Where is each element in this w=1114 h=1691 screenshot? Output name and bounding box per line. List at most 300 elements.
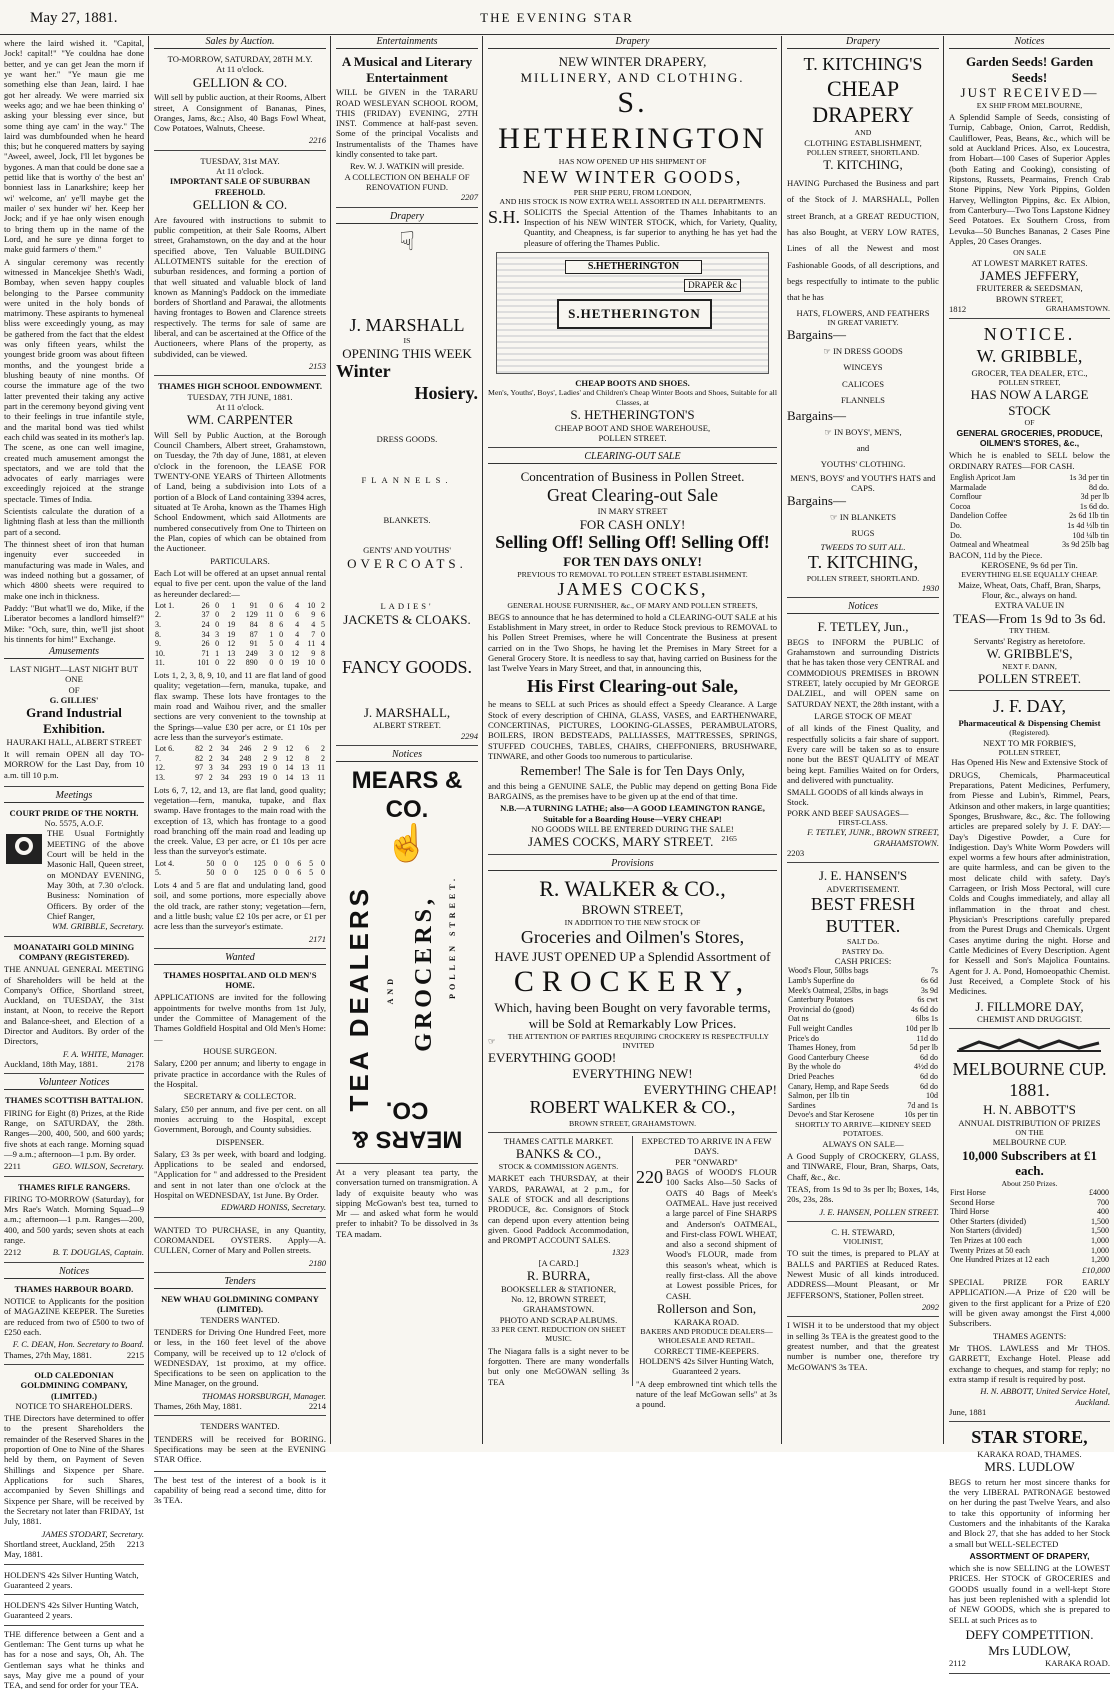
amusement-line: OF [68, 684, 80, 695]
table-cell: 0 [269, 600, 274, 610]
table-cell: Third Horse [950, 1207, 989, 1217]
ad-number: 2294 [460, 730, 478, 741]
science-text: Scientists calculate the duration of a lightning flash at less than the millionth part of a second. [4, 506, 144, 537]
shop-sign-top: S.HETHERINGTON [565, 260, 703, 274]
onward-text: BAGS of WOOD'S FLOUR 100 Sacks Also—50 Sacks of OATS 40 Bags of Meek's OATMEAL. Have just received a large parcel of Fine SHARPS and Anderson's OATMEAL, and First-class FOWL WHEAT, and also a second shipment of Wood's FLOUR, made from this season's wheat, which is really first-class. All the above at Lowest possible Prices, for CASH. [666, 1166, 777, 1301]
court-signature: WM. GRIBBLE, Secretary. [51, 921, 144, 932]
table-cell: 1 [269, 629, 274, 639]
hospital-text: APPLICATIONS are invited for the following appointments for twelve months from 1st July, under the Committee of Management of the Thames Goldfield Hospital and Old Men's Home:— [154, 992, 326, 1044]
hats: HATS, FLOWERS, AND FEATHERS [796, 307, 930, 318]
bargain-item [787, 343, 939, 359]
whau-subtitle: TENDERS WANTED. [200, 1314, 280, 1325]
prize-row [949, 1188, 1110, 1198]
column-6 [945, 36, 1114, 1669]
ad-number: 2112 [949, 1658, 966, 1669]
table-cell: 890 [245, 658, 258, 668]
table-cell: 12. [155, 763, 165, 773]
table-cell: 246 [239, 744, 252, 754]
table-cell: Lot 1. [155, 600, 175, 610]
harbour-notice [4, 1282, 144, 1365]
table-cell: 0 [321, 658, 325, 668]
table-cell: 9 [311, 610, 316, 620]
price-row [949, 511, 1110, 521]
pollen-street: POLLEN STREET. [598, 432, 667, 443]
prize-row [949, 1236, 1110, 1246]
table-cell: One Hundred Prizes at 12 each [950, 1255, 1050, 1265]
particulars-text: Each Lot will be offered at an upset annual rental equal to five per cent. upon the value of the land as hereunder declared:— [154, 567, 326, 599]
caledonian-subtitle: NOTICE TO SHAREHOLDERS. [15, 1400, 133, 1411]
caledonian-date: Shortland street, Auckland, 25th May, 1881. [4, 1538, 115, 1560]
table-cell: Thames Honey, from [788, 1043, 856, 1053]
tea-text: I WISH it to be understood that my object in selling 3s TEA is the greatest good to the greatest number, and that the greatest number is number one, therefore try McGOWAN'S 3s TEA. [787, 1320, 939, 1372]
table-cell: 0 [321, 629, 325, 639]
table-cell: 13 [301, 763, 310, 773]
sh-initials: S.H. [488, 206, 521, 227]
moanataiari-notice [4, 940, 144, 1075]
table-cell: Devoe's and Star Kerosene [788, 1110, 875, 1120]
tea-text: THE difference between a Gent and a Gentleman: The Gent turns up what he has for a nose and says, Oh, Ah. The Gentleman says what he thinks and says, May give me a pound of your TEA, and send for order for your TEA. [4, 1628, 144, 1691]
clearing-heading: CLEARING-OUT SALE [488, 451, 777, 464]
price-row [787, 995, 939, 1005]
table-cell: 11 [265, 610, 274, 620]
notices-heading: Notices [4, 1266, 144, 1279]
newspaper-title: THE EVENING STAR [480, 10, 634, 25]
abbott-signature: H. N. ABBOTT, United Service Hotel, Auckland. [980, 1386, 1110, 1407]
price-row [787, 1043, 939, 1053]
issue-date: May 27, 1881. [30, 10, 118, 26]
niagara-text: The Niagara falls is a sight never to be forgotten. There are many wonderfalls but only one McGOWAN selling 3s TEA [488, 1345, 629, 1387]
table-cell: 0 [215, 600, 220, 610]
maize: Maize, Wheat, Oats, Chaff, Bran, Sharps, Flour, &c., always on hand. [958, 579, 1101, 601]
table-cell: 1,000 [1091, 1236, 1109, 1245]
first-clearing: His First Clearing-out Sale, [527, 675, 738, 696]
dispenser-heading: DISPENSER. [216, 1136, 264, 1147]
pointing-hand-icon: ☞ [823, 345, 834, 356]
table-cell: Do. [950, 520, 962, 530]
table-cell: 12 [285, 753, 294, 763]
price-row [949, 483, 1110, 493]
expected-title: EXPECTED TO ARRIVE IN A FEW DAYS. [641, 1136, 772, 1157]
table-cell: 50 [206, 858, 215, 868]
school-firm: WM. CARPENTER [186, 412, 294, 428]
table-cell: 4 [295, 629, 300, 639]
pointing-hand-icon: ☞ [830, 511, 840, 522]
rangers-signature: B. T. DOUGLAS, Captain. [52, 1247, 144, 1258]
fruiterer: FRUITERER & SEEDSMAN, [976, 283, 1083, 294]
jeffery-name: JAMES JEFFERY, [980, 267, 1079, 283]
caledonian-notice [4, 1368, 144, 1565]
garden-seeds: Garden Seeds! Garden Seeds! [965, 54, 1094, 85]
table-cell: 1s 6d do. [1079, 501, 1109, 511]
bargain-item-label: CALICOES [841, 378, 885, 389]
table-cell: 400 [1097, 1207, 1109, 1217]
cattle-title: THAMES CATTLE MARKET. [503, 1136, 614, 1147]
table-cell: 3d per lb [1080, 492, 1109, 502]
bargain-item-label: YOUTHS' CLOTHING. [820, 459, 906, 470]
table-cell: 10d ¼lb tin [1072, 530, 1109, 540]
table-cell: 0 [279, 658, 284, 668]
table-cell: 1,200 [1091, 1255, 1109, 1265]
house-surgeon: HOUSE SURGEON. [203, 1046, 277, 1056]
gribble-name: W. GRIBBLE, [976, 345, 1083, 366]
bargains-heading: Bargains— [787, 493, 846, 509]
table-cell: 8 [269, 620, 274, 630]
table-cell: 1 [231, 600, 236, 610]
caledonian-signature: JAMES STODART, Secretary. [41, 1528, 144, 1539]
pharmaceutical: Pharmaceutical & Dispensing Chemist [958, 718, 1101, 729]
banks-name: BANKS & CO., [515, 1146, 602, 1162]
table-cell: 34 [220, 772, 229, 782]
price-row [787, 1082, 939, 1092]
whau-ad [154, 1292, 326, 1416]
gribble-ad [949, 322, 1110, 691]
table-cell: 87 [249, 629, 258, 639]
for-cash: FOR CASH ONLY! [579, 516, 686, 532]
nb-text: N.B.—A TURNING LATHE; also—A GOOD LEAMINGTON RANGE, Suitable for a Boarding House—VERY CHEAP! [500, 803, 765, 824]
ad-number: 2165 [721, 834, 737, 844]
card-label: [A CARD.] [538, 1257, 579, 1268]
table-cell: 7 [311, 629, 316, 639]
drapery-heading: Drapery [787, 36, 939, 49]
whau-date: Thames, 26th May, 1881. [154, 1401, 242, 1412]
table-cell: 34 [220, 744, 229, 754]
mens-hats: MEN'S, BOYS' and YOUTH'S HATS and CAPS. [790, 472, 936, 494]
table-cell: 13 [227, 648, 236, 658]
millinery: MILLINERY, AND CLOTHING. [520, 69, 745, 85]
marshall-ladies: LADIES' [380, 601, 434, 612]
column-rule [330, 36, 331, 1444]
best-butter: BEST FRESH BUTTER. [810, 894, 916, 936]
price-row [949, 521, 1110, 531]
holden-ad: HOLDEN'S 42s Silver Hunting Watch, Guaranteed 2 years. [4, 1568, 144, 1596]
scottish-notice [4, 1093, 144, 1176]
table-cell: 8. [155, 629, 161, 639]
bargain-item-label: IN BLANKETS [839, 511, 896, 522]
ludlow-address: KARAKA ROAD. [1045, 1658, 1110, 1669]
lot-row [154, 639, 326, 649]
steward-text: TO suit the times, is prepared to PLAY at BALLS and PARTIES at Reduced Rates. Newest Music of all kinds introduced. ADDRESS—Mount Pleasant, or Mr JEFFERSON'S, Stationer, Pollen street. [787, 1248, 939, 1300]
table-cell: Canterbury Potatoes [788, 995, 854, 1005]
always-text: A Good Supply of CROCKERY, GLASS, and TINWARE, Flour, Bran, Sharps, Oats, Chaff, &c., &c. [787, 1150, 939, 1182]
dispenser-text: Salary, £3 3s per week, with board and lodging. Applications to be sealed and endorsed, "Application for " and addressed to the President and sent in not later than one o'clock at the Hospital on WEDNESDAY, 1st June. By Order. [154, 1148, 326, 1201]
previous-removal: PREVIOUS TO REMOVAL TO POLLEN STREET ESTABLISHMENT. [517, 569, 748, 579]
table-cell: Twenty Prizes at 50 each [950, 1245, 1030, 1255]
table-cell: Lamb's Superfine do [788, 976, 855, 986]
bargain-item [787, 359, 939, 375]
teas-price: TEAS—From 1s 9d to 3s 6d. [953, 610, 1106, 626]
timekeepers: CORRECT TIME-KEEPERS. [654, 1345, 759, 1356]
tint-text: "A deep embrowned tint which tells the nature of the leaf McGowan sells" at 3s a pound. [636, 1378, 777, 1410]
bottom-ads [488, 1136, 777, 1410]
salt-butter: SALT Do. [846, 937, 880, 947]
burra-sub: BOOKSELLER & STATIONER, [500, 1283, 617, 1294]
table-cell: 14 [285, 763, 294, 773]
ad-number: 2203 [787, 848, 805, 859]
always-on-sale: ALWAYS ON SALE— [822, 1138, 904, 1149]
price-row [787, 976, 939, 986]
of-word: OF [1024, 418, 1035, 428]
prize-row [949, 1246, 1110, 1256]
steward-ad [787, 1225, 939, 1318]
table-cell: 4s 6d do [910, 1004, 938, 1014]
holden-ad: HOLDEN'S 42s Silver Hunting Watch, Guaranteed 2 years. [639, 1355, 774, 1377]
marshall-blankets: BLANKETS. [383, 514, 431, 525]
prize-row [949, 1255, 1110, 1265]
drapery-heading: Drapery [488, 36, 777, 49]
bargain-item [787, 440, 939, 456]
bargain-item [787, 376, 939, 392]
table-cell: 0 [222, 868, 227, 878]
shop-sign-main: S.HETHERINGTON [557, 299, 713, 329]
has-now: HAS NOW A LARGE STOCK [970, 387, 1089, 418]
table-cell: 2 [208, 772, 213, 782]
table-cell: 4 [295, 639, 300, 649]
in-mary: IN MARY STREET [597, 506, 668, 517]
whau-text: TENDERS for Driving One Hundred Feet, more or less, in the 160 feet level of the above Company, will be received up to 12 o'clock of WEDNESDAY, 1st proximo, at my office. Specifications to be seen on application to the Mine Manager, on the ground. [154, 1326, 326, 1389]
table-cell: 19 [259, 772, 268, 782]
table-cell: 10d per lb [905, 1024, 938, 1034]
lots-text: Lots 1, 2, 3, 8, 9, 10, and 11 are flat land of good quality; vegetation—fern, manuka, tupake, and flax swamp. These lots have frontages to the main road and Waihou river, and the smaller sections are very convenient to the township at the Springs—value £30 per acre, or £1 10s per acre less than the surveyor's estimate. [154, 670, 326, 742]
kitching-signature: T. KITCHING, [807, 551, 919, 572]
marshall-winter: Winter [336, 361, 391, 382]
lots-table [154, 601, 326, 668]
table-cell: 4 [295, 600, 300, 610]
table-cell: 8 [305, 753, 310, 763]
bacon: BACON, 11d by the Piece. [949, 549, 1043, 560]
price-row [787, 1024, 939, 1034]
everything-good: EVERYTHING GOOD! [488, 1050, 617, 1066]
table-cell: 6s 6d [920, 976, 938, 986]
table-cell: Wood's Flour, 50lbs bags [788, 966, 869, 976]
burra-name: R. BURRA, [526, 1268, 591, 1284]
bargain-item [787, 525, 939, 541]
table-cell: 6 [321, 610, 325, 620]
table-cell: Meek's Oatmeal, 25lbs, in bags [788, 985, 889, 995]
about-prizes: About 250 Prizes. [1001, 1178, 1058, 1188]
table-cell: 6d do [920, 1052, 938, 1062]
oyster-text: WANTED TO PURCHASE, in any Quantity, COROMANDEL OYSTERS. Apply—A. CULLEN, Corner of Mary and Pollen streets. [154, 1224, 326, 1256]
hospital-signature: EDWARD HONISS, Secretary. [220, 1202, 326, 1213]
pointing-hand-icon: ☝ [384, 822, 430, 863]
amusement-line: G. GILLIES' [49, 695, 99, 706]
boot-warehouse: CHEAP BOOT AND SHOE WAREHOUSE, [554, 422, 711, 433]
groceries: Groceries and Oilmen's Stores, [520, 927, 745, 948]
table-cell: 6 [295, 610, 300, 620]
table-cell: 24 [201, 620, 210, 630]
ex-ship: EX SHIP FROM MELBOURNE, [976, 100, 1083, 110]
scottish-signature: GEO. WILSON, Secretary. [52, 1161, 144, 1172]
drapery-heading: Drapery [336, 211, 478, 224]
tea-text: At a very pleasant tea party, the conversation turned on transmigration. A lady of exquisite beauty who was sipping McGowan's best tea, turned to Mr — and asked what form he would prefer to inhabit? To be dissolved in 3s TEA madam. [336, 1166, 478, 1239]
court-title: COURT PRIDE OF THE NORTH. [9, 807, 139, 818]
table-cell: 34 [201, 629, 210, 639]
burra-photo: PHOTO AND SCRAP ALBUMS. [499, 1314, 618, 1325]
column-4 [484, 36, 781, 1444]
table-cell: 0 [321, 858, 325, 868]
price-row [787, 1101, 939, 1111]
table-cell: 10 [307, 658, 316, 668]
tetley-signature: F. TETLEY, JUNR., BROWN STREET, GRAHAMSTOWN. [807, 827, 939, 848]
entertainments-heading: Entertainments [336, 36, 478, 49]
large-stock: LARGE STOCK OF MEAT [814, 710, 912, 721]
hetherington-ad [488, 52, 777, 448]
hansen-sub: ADVERTISEMENT. [826, 883, 900, 894]
lot-row [154, 868, 326, 878]
hansen-ad [787, 866, 939, 1221]
price-row [787, 986, 939, 996]
table-cell: 1 [215, 648, 220, 658]
table-cell: Salmon, per 1lb tin [788, 1091, 850, 1101]
onward: PER "ONWARD" [675, 1156, 738, 1167]
on-sale: ON SALE [1013, 248, 1046, 258]
table-cell: By the whole do [788, 1062, 841, 1072]
sale-2-firm: GELLION & CO. [192, 197, 288, 213]
table-cell: 11 [317, 763, 325, 773]
table-cell: 82 [195, 753, 204, 763]
sale-2 [154, 154, 326, 377]
table-cell: Marmalade [950, 482, 987, 492]
marshall-dress: DRESS GOODS. [376, 434, 438, 445]
marshall-fancy: FANCY GOODS. [341, 657, 473, 678]
concert-text: WILL be GIVEN in the TARARU ROAD WESLEYAN SCHOOL ROOM, THIS (FRIDAY) EVENING, 27TH INST. Commence at half-past seven. Some of the principal Vocalists and Instrumentalists of the Thames have kindly consented to take part. [336, 87, 478, 160]
ad-number: 2171 [308, 933, 326, 944]
hospital-ad [154, 968, 326, 1218]
volunteer-heading: Volunteer Notices [4, 1077, 144, 1090]
rangers-title: THAMES RIFLE RANGERS. [18, 1181, 130, 1192]
table-cell: 34 [220, 753, 229, 763]
table-cell: 19 [291, 658, 300, 668]
table-cell: First Horse [950, 1188, 986, 1198]
table-cell: 97 [195, 772, 204, 782]
boring-ad [154, 1419, 326, 1471]
new-winter-goods: NEW WINTER GOODS, [522, 166, 743, 187]
pointing-hand-icon: ☞ [824, 426, 835, 437]
ad-number: 1812 [949, 304, 967, 315]
table-cell: Provincial do (good) [788, 1004, 855, 1014]
table-cell: 0 [222, 858, 227, 868]
tetley-text: BEGS to INFORM the PUBLIC of Grahamstown and surrounding Districts that he has taken those very CENTRAL and COMMODIOUS PREMISES in BROWN STREET, lately occupied by Mr GEORGE DALZIEL, and will OPEN same on SATURDAY NEXT, the 28th instant, with a [787, 636, 939, 709]
concert-ad [336, 52, 478, 208]
next-to: NEXT TO MR FORBIE'S, [983, 737, 1076, 748]
column-rule [148, 36, 149, 1444]
table-cell: Full weight Candles [788, 1024, 853, 1034]
kitching-name: T. KITCHING, [823, 157, 903, 173]
table-cell: 0 [234, 858, 239, 868]
mears-name-inverted: MEARS & CO. [351, 1097, 463, 1153]
column-rule [482, 36, 483, 1444]
price-row [787, 1110, 939, 1120]
abbott-ad [949, 1032, 1110, 1422]
sale-2-title: IMPORTANT SALE OF SUBURBAN FREEHOLD. [169, 176, 311, 197]
banks-text: MARKET each THURSDAY, at their YARDS, PARAWAI, at 2 p.m., for SALE of STOCK and all descriptions PRODUCE, &c. Consignors of Stock can depend upon every attention being given. Good Paddock Accommodation, and PROMPT ACCOUNT SALES. [488, 1173, 629, 1246]
everything-cheap: EVERYTHING CHEAP! [643, 1081, 777, 1097]
marshall-name: J. MARSHALL [349, 314, 465, 335]
story-text: where the laird wished it. "Capital, Jock! capital!" "Ye couldna hae done better, and ye can get Jean the morn if ye want her." "Ye maun gie me something else than Jean, laird. I hae got her already. We were married six weeks ago; and we hae been thinking o' asking your blessing ever since, but some thing aye cam' in the way." The laird was dumbfounded when he heard this; but he conquered matters by saying "Aweel, aweel, Jock, I'll let bygones be bygones. A man that could be done sae a pettid like that is worthy o' the best an' bonniest lass in Lanarkshire; keep her wi' welcome, an' ye'll maybe get the mailer o' sex hunder wi' her. Keep her Jock; and if ye hae only wisen enough to bring them up in the name of the Lord, and he sure ye dinna forget to make guid farmers o' them." [4, 38, 144, 255]
moanataiari-signature: F. A. WHITE, Manager. [62, 1048, 144, 1059]
table-cell: 5 [269, 639, 274, 649]
whau-title: NEW WHAU GOLDMINING COMPANY (LIMITED). [161, 1293, 319, 1315]
table-cell: 0 [215, 610, 220, 620]
rollerson: Rollerson and Son, [656, 1301, 757, 1317]
table-cell: 0 [285, 858, 290, 868]
burra-reduction: 33 PER CENT. REDUCTION ON SHEET MUSIC. [491, 1324, 626, 1344]
table-cell: 101 [197, 658, 210, 668]
caledonian-text: THE Directors have determined to offer to the present Shareholders the remainder of the Reserved Shares in the proportion of One to Nine of the Shares held by them, on Payment of Seven Shillings and Sixpence per Share. Applications for such Shares, accompanied by Seven Shillings and Sixpence per Share, will be received by the Secretary not later than FRIDAY, 1st July, 1881. [4, 1413, 144, 1527]
table-cell: Sardines [788, 1100, 816, 1110]
table-cell: 3 [215, 629, 220, 639]
harbour-text: NOTICE to Applicants for the position of MAGAZINE KEEPER. The Sureties are reduced from two of £500 to two of £250 each. [4, 1296, 144, 1337]
oyster-ad [154, 1221, 326, 1273]
agents-text: Mr THOS. LAWLESS and Mr THOS. GARRETT, Exchange Hotel. Please add exchange to cheques, and stamp for reply; no extra stamp if result is required by post. [949, 1342, 1110, 1384]
bought-text: Which, having been Bought on very favorable terms, will be Sold at Remarkably Low Prices. [494, 1000, 771, 1032]
bargain-item-label: WINCEYS [843, 362, 883, 373]
price-row [787, 1072, 939, 1082]
horse-race-icon [949, 1034, 1109, 1056]
lots-table [154, 744, 326, 782]
table-cell: 0 [321, 868, 325, 878]
tea-dealers: TEA DEALERS [344, 884, 374, 1112]
column-rule [943, 36, 944, 1444]
lot-row [154, 658, 326, 668]
table-cell: 2 [321, 600, 325, 610]
pastry-butter: PASTRY Do. [842, 946, 884, 956]
house-text: Salary, £200 per annum; and liberty to engage in private practice in accordance with the Rules of the Hospital. [154, 1058, 326, 1089]
boring-title: TENDERS WANTED. [200, 1421, 280, 1432]
kitching-text: HAVING Purchased the Business and part of the Stock of J. MARSHALL, Pollen street Branch, at a GREAT REDUCTION, has also Bought, at VERY LOW RATES, Lines of all the Newest and most Fashionable Goods, of all descriptions, and begs respectfully to intimate to the public that he has [787, 177, 939, 303]
paddy-text: Paddy: "But what'll we do, Mike, if the Liberator becomes a landlord himself?" Mike: "Och, sure, thin, we'll jist shoot his tinnents for him!" Exchange. [4, 602, 144, 644]
grocer-line: GROCER, TEA DEALER, ETC., [971, 367, 1088, 378]
tetley-text-2: of all kinds of the Finest Quality, and respectfully solicits a fair share of support. Every care will be taken so as to ensure none but the BEST QUALITY of MEAT being kept. Families Waited on for Orders, and delivered with punctuality. [787, 723, 939, 785]
and-word: AND [854, 128, 872, 138]
hansen-name: J. E. HANSEN'S [818, 868, 908, 884]
mcup: MELBOURNE CUP. [992, 1137, 1067, 1148]
provisions-heading: Provisions [488, 858, 777, 871]
table-cell: Price's do [788, 1033, 819, 1043]
general-groceries: GENERAL GROCERIES, PRODUCE, OILMEN'S STORES, &c., [956, 427, 1103, 449]
cocks-text: BEGS to announce that he has determined to hold a CLEARING-OUT SALE at his Establishment in Mary street, in order to Reduce Stock previous to REMOVAL to his Pollen Street Premises, where he will Concentrate the Business at present carried on in the Two Shops, he having let the Premises in Mary Street for a General Grocery Store. It is needless to say that, having carried on Business for the last Twelve Years in Mary Street, and that, in announcing this, [488, 611, 777, 674]
table-cell: 3 [269, 648, 274, 658]
per-ship: PER SHIP PERU, FROM LONDON, [573, 188, 692, 198]
prize-row [949, 1226, 1110, 1236]
extra-value: EXTRA VALUE IN [994, 600, 1065, 611]
melbourne-cup: MELBOURNE CUP. 1881. [952, 1058, 1107, 1101]
school-time: At 11 o'clock. [216, 401, 264, 412]
table-cell: 26 [201, 639, 210, 649]
table-cell: 71 [201, 648, 210, 658]
rangers-text: FIRING TO-MORROW (Saturday), for Mrs Rae's Watch. Morning Squad—9 a.m.; afternoon—1 p.m. Ranges—200, 400, and 500 yards; seven shots at each range. [4, 1193, 144, 1246]
table-cell: 4 [321, 639, 325, 649]
table-cell: Cornflour [950, 492, 982, 502]
table-cell: 34 [220, 763, 229, 773]
table-cell: 6lbs 1s [915, 1014, 938, 1024]
marshall-signature: J. MARSHALL, [363, 704, 451, 720]
ludlow-name: MRS. LUDLOW [984, 1459, 1075, 1475]
bargain-item [787, 509, 939, 525]
table-cell: 26 [201, 600, 210, 610]
marshall-address: ALBERT STREET. [373, 720, 441, 731]
particulars-heading: PARTICULARS. [210, 555, 270, 566]
table-cell: 0 [273, 858, 278, 868]
fillmore-day: J. FILLMORE DAY, [975, 998, 1084, 1014]
genuine-text: and this being a GENUINE SALE, the Public may depend on getting Bona Fide BARGAINS, as the premises have to be given up at the end of that time. [488, 780, 777, 802]
wanted-heading: Wanted [154, 952, 326, 965]
masthead [0, 0, 1114, 35]
table-cell: 248 [239, 753, 252, 763]
price-table [787, 966, 939, 1120]
sale-2-when: TUESDAY, 31st MAY. [200, 155, 280, 166]
amusement-line: HAURAKI HALL, ALBERT STREET [6, 736, 142, 747]
cheap-drapery: CHEAP DRAPERY [812, 75, 914, 127]
